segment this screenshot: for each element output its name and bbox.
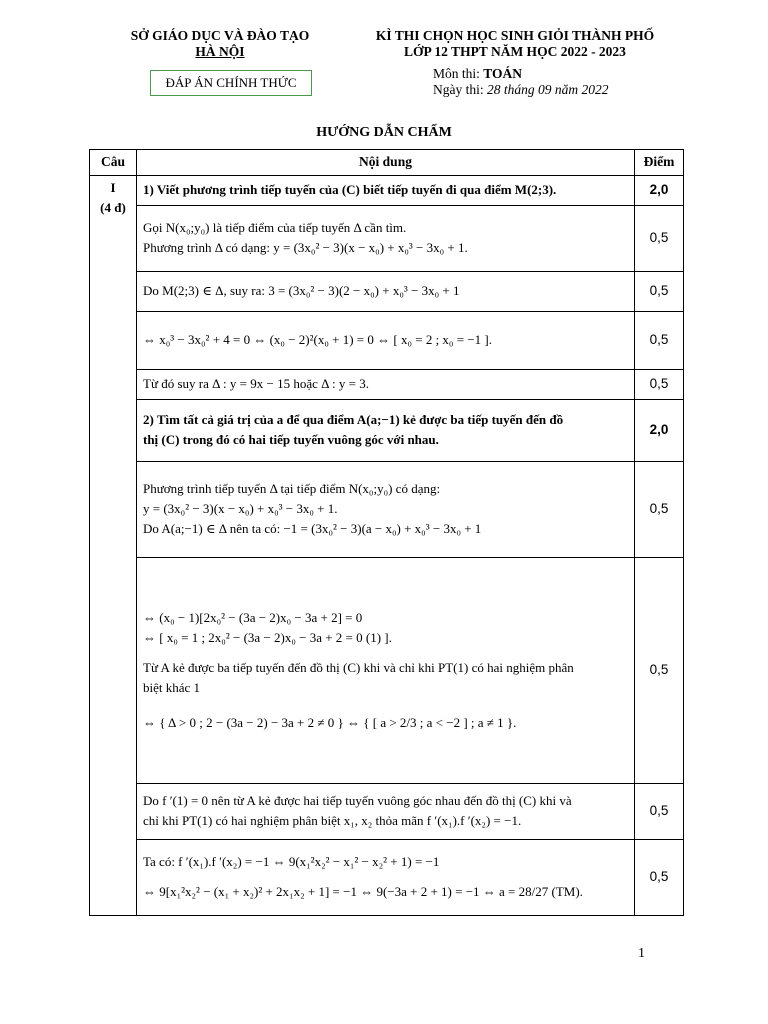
content-cell: Do f ′(1) = 0 nên từ A kẻ được hai tiếp tuyến vuông góc nhau đến đồ thị (C) khi và chỉ khi PT(1) có hai nghiệm phân biệt x₁, x₂ thỏa mãn f ′(x₁).f ′(x₂) = −1. bbox=[137, 783, 635, 839]
answer-table bbox=[89, 149, 684, 916]
points-cell: 0,5 bbox=[635, 369, 684, 399]
content-cell: ⇔ x₀³ − 3x₀² + 4 = 0 ⇔ (x₀ − 2)²(x₀ + 1) = 0 ⇔ [ x₀ = 2 ; x₀ = −1 ]. bbox=[137, 311, 635, 369]
official-answer-badge: ĐÁP ÁN CHÍNH THỨC bbox=[150, 70, 312, 96]
question-total-points: (4 đ) bbox=[100, 200, 126, 216]
table-row bbox=[90, 557, 684, 783]
date-value: 28 tháng 09 năm 2022 bbox=[487, 82, 609, 97]
points-cell: 0,5 bbox=[635, 461, 684, 557]
exam-meta bbox=[433, 66, 609, 98]
content-cell: Do M(2;3) ∈ Δ, suy ra: 3 = (3x₀² − 3)(2 − x₀) + x₀³ − 3x₀ + 1 bbox=[137, 271, 635, 311]
city-name: HÀ NỘI bbox=[195, 44, 245, 59]
table-row bbox=[90, 783, 684, 839]
question-cell bbox=[90, 175, 137, 915]
col-header-points: Điểm bbox=[635, 150, 684, 176]
points-cell: 0,5 bbox=[635, 839, 684, 915]
points-cell: 2,0 bbox=[635, 399, 684, 461]
content-cell: Ta có: f ′(x₁).f ′(x₂) = −1 ⇔ 9(x₁²x₂² − x₁² − x₂² + 1) = −1 ⇔ 9[x₁²x₂² − (x₁ + x₂)² + 2x₁x₂ + 1] = −1 ⇔ 9(−3a + 2 + 1) = −1 ⇔ a = 28/27 (TM). bbox=[137, 839, 635, 915]
exam-year: LỚP 12 THPT NĂM HỌC 2022 - 2023 bbox=[404, 44, 626, 59]
col-header-content: Nội dung bbox=[137, 150, 635, 176]
points-cell: 0,5 bbox=[635, 271, 684, 311]
department-name: SỞ GIÁO DỤC VÀ ĐÀO TẠO bbox=[130, 28, 310, 43]
subject-value: TOÁN bbox=[483, 66, 523, 81]
table-row bbox=[90, 461, 684, 557]
table-row bbox=[90, 399, 684, 461]
points-cell: 0,5 bbox=[635, 783, 684, 839]
page-number: 1 bbox=[638, 946, 645, 961]
table-row bbox=[90, 205, 684, 271]
table-header-row bbox=[90, 150, 684, 176]
points-cell: 0,5 bbox=[635, 311, 684, 369]
content-cell: Từ đó suy ra Δ : y = 9x − 15 hoặc Δ : y = 3. bbox=[137, 369, 635, 399]
table-row bbox=[90, 175, 684, 205]
points-cell: 0,5 bbox=[635, 205, 684, 271]
table-row bbox=[90, 311, 684, 369]
points-cell: 2,0 bbox=[635, 175, 684, 205]
header-right bbox=[350, 28, 680, 60]
content-cell: Phương trình tiếp tuyến Δ tại tiếp điểm N(x₀;y₀) có dạng: y = (3x₀² − 3)(x − x₀) + x₀³ − 3x₀ + 1. Do A(a;−1) ∈ Δ nên ta có: −1 = (3x₀² − 3)(a − x₀) + x₀³ − 3x₀ + 1 bbox=[137, 461, 635, 557]
question-number: I bbox=[110, 179, 116, 195]
part-heading: 2) Tìm tất cả giá trị của a để qua điểm A(a;−1) kẻ được ba tiếp tuyến đến đồ thị (C) trong đó có hai tiếp tuyến vuông góc với nhau. bbox=[137, 399, 635, 461]
points-cell: 0,5 bbox=[635, 557, 684, 783]
content-cell: ⇔ (x₀ − 1)[2x₀² − (3a − 2)x₀ − 3a + 2] = 0 ⇔ [ x₀ = 1 ; 2x₀² − (3a − 2)x₀ − 3a + 2 = 0 (1) ]. Từ A kẻ được ba tiếp tuyến đến đồ thị (C) khi và chỉ khi PT(1) có hai nghiệm phân biệt khác 1 ⇔ { Δ > 0 ; 2 − (3a − 2) − 3a + 2 ≠ 0 } ⇔ { [ a > 2/3 ; a < −2 ] ; a ≠ 1 }. bbox=[137, 557, 635, 783]
table-row bbox=[90, 369, 684, 399]
col-header-question: Câu bbox=[90, 150, 137, 176]
table-row bbox=[90, 271, 684, 311]
date-label: Ngày thi: bbox=[433, 82, 487, 97]
subject-label: Môn thi: bbox=[433, 66, 484, 81]
page-title: HƯỚNG DẪN CHẤM bbox=[316, 125, 452, 140]
header-left bbox=[110, 28, 330, 60]
content-cell: Gọi N(x₀;y₀) là tiếp điểm của tiếp tuyến Δ cần tìm. Phương trình Δ có dạng: y = (3x₀² − 3)(x − x₀) + x₀³ − 3x₀ + 1. bbox=[137, 205, 635, 271]
exam-name: KÌ THI CHỌN HỌC SINH GIỎI THÀNH PHỐ bbox=[375, 28, 655, 43]
part-heading: 1) Viết phương trình tiếp tuyến của (C) biết tiếp tuyến đi qua điểm M(2;3). bbox=[137, 175, 635, 205]
table-row bbox=[90, 839, 684, 915]
